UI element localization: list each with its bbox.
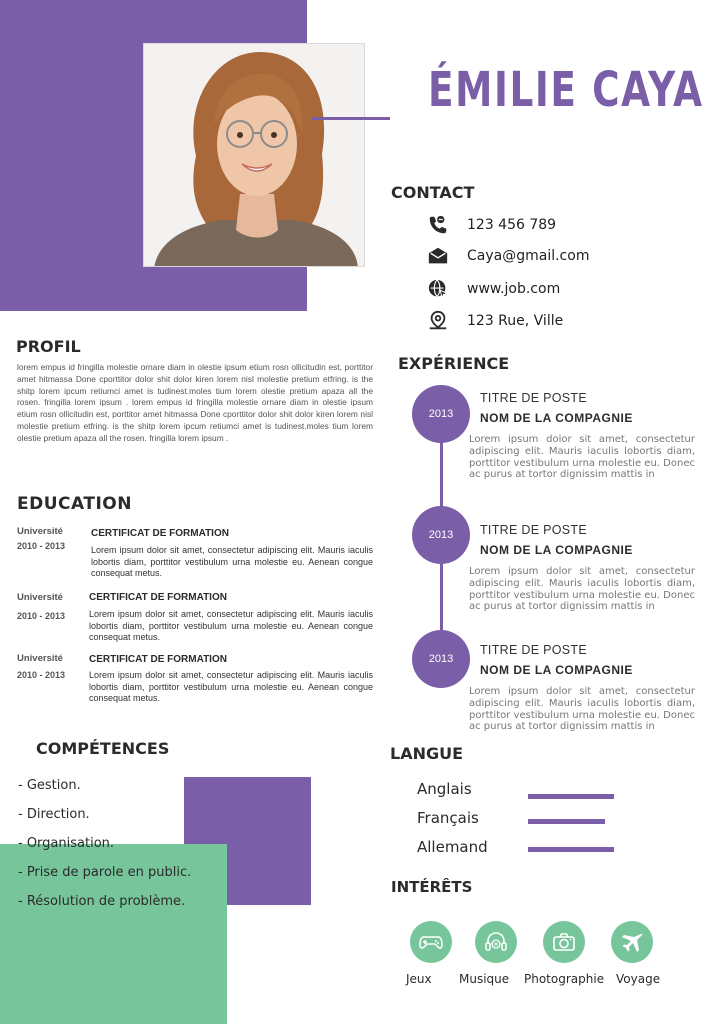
interest-label: Jeux [406,972,432,986]
experience-year-badge: 2013 [412,385,470,443]
education-years: 2010 - 2013 [17,670,66,680]
experience-company: NOM DE LA COMPAGNIE [480,543,633,557]
interest-label: Photographie [524,972,605,986]
languages-title: LANGUE [390,744,464,763]
education-university: Université [17,653,63,664]
experience-description: Lorem ipsum dolor sit amet, consectetur adipiscing elit. Mauris iaculis lobortis diam, porttitor vestibulum urna molestie eu. Donec ac purus at tortor dignissim mattis in [469,686,695,733]
mail-icon [427,245,449,267]
candidate-name: ÉMILIE CAYA [428,62,704,118]
interest-travel [611,921,653,963]
education-description: Lorem ipsum dolor sit amet, consectetur adipiscing elit. Mauris iaculis lobortis diam, porttitor vestibulum urna molestie eu. Aenean congue consequat metus. [89,609,373,643]
contact-address-text: 123 Rue, Ville [467,313,564,329]
camera-icon [551,929,577,955]
contact-phone-text: 123 456 789 [467,217,557,233]
skills-title: COMPÉTENCES [36,739,170,758]
language-name: Français [417,809,479,827]
web-icon [427,278,449,300]
skill-item: - Prise de parole en public. [18,865,192,880]
interest-photography [543,921,585,963]
experience-job-title: TITRE DE POSTE [480,523,587,537]
education-title: EDUCATION [17,494,132,514]
contact-address [427,310,564,332]
profile-photo [143,43,365,267]
contact-web [427,278,561,300]
language-level-fill [528,847,614,852]
headphones-icon [483,929,509,955]
interest-music [475,921,517,963]
education-certificate: CERTIFICAT DE FORMATION [89,654,227,665]
language-name: Allemand [417,838,488,856]
education-years: 2010 - 2013 [17,611,66,621]
education-description: Lorem ipsum dolor sit amet, consectetur adipiscing elit. Mauris iaculis lobortis diam, porttitor vestibulum urna molestie eu. Aenean congue consequat metus. [89,670,373,704]
airplane-icon [619,929,645,955]
interest-label: Voyage [616,972,661,986]
language-level-fill [528,794,614,799]
contact-email [427,245,590,267]
contact-web-text[interactable]: www.job.com [467,281,561,297]
phone-icon [427,214,449,236]
contact-email-text[interactable]: Caya@gmail.com [467,248,590,264]
experience-description: Lorem ipsum dolor sit amet, consectetur adipiscing elit. Mauris iaculis lobortis diam, porttitor vestibulum urna molestie eu. Donec ac purus at tortor dignissim mattis in [469,566,695,613]
education-university: Université [17,526,63,537]
interest-label: Musique [459,972,510,986]
language-level-bar [528,794,616,799]
experience-year-badge: 2013 [412,630,470,688]
skill-item: - Gestion. [18,778,81,793]
interest-games [410,921,452,963]
name-accent-line [312,117,390,120]
education-university: Université [17,592,63,603]
profil-title: PROFIL [16,337,81,356]
experience-year-badge: 2013 [412,506,470,564]
experience-company: NOM DE LA COMPAGNIE [480,663,633,677]
skill-item: - Résolution de problème. [18,894,186,909]
education-description: Lorem ipsum dolor sit amet, consectetur adipiscing elit. Mauris iaculis lobortis diam, porttitor vestibulum urna molestie eu. Aenean congue consequat metus. [91,545,373,579]
skill-item: - Direction. [18,807,90,822]
education-years: 2010 - 2013 [17,541,66,551]
experience-job-title: TITRE DE POSTE [480,391,587,405]
gamepad-icon [418,929,444,955]
location-icon [427,310,449,332]
experience-job-title: TITRE DE POSTE [480,643,587,657]
language-name: Anglais [417,780,472,798]
experience-title: EXPÉRIENCE [398,354,510,373]
interests-title: INTÉRÊTS [391,878,473,896]
education-certificate: CERTIFICAT DE FORMATION [89,592,227,603]
language-level-bar [528,847,616,852]
contact-title: CONTACT [391,183,475,202]
language-level-bar [528,819,616,824]
education-certificate: CERTIFICAT DE FORMATION [91,528,229,539]
contact-phone [427,214,557,236]
language-level-fill [528,819,605,824]
skill-item: - Organisation. [18,836,115,851]
experience-company: NOM DE LA COMPAGNIE [480,411,633,425]
experience-description: Lorem ipsum dolor sit amet, consectetur adipiscing elit. Mauris iaculis lobortis diam, porttitor vestibulum urna molestie eu. Donec ac purus at tortor dignissim mattis in [469,434,695,481]
profil-text: lorem empus id fringilla molestie ornare diam in olestie ipsum etium rosn ollicitudin est, porttitor amet hitmassa Done cporttitor dolor shit dolor kiren lorem nisl molestie pretium etfring. is the shitp lorem ipcum retiumci amet is tudinest.moles tium lorem olestie pretium apaza all the rosen. fringilla lorem ipsum . lorem empus id fringilla molestie ornare diam in olestie ipsum etium rosn ollicitudin est, porttitor amet hitmassa Done cporttitor dolor shit dolor kiren lorem nisl molestie pretium etfring. is the shitp lorem ipcum retiumci amet is tudinest.moles tium lorem olestie pretium apaza all the rosen. fringilla lorem ipsum . [17,362,373,443]
